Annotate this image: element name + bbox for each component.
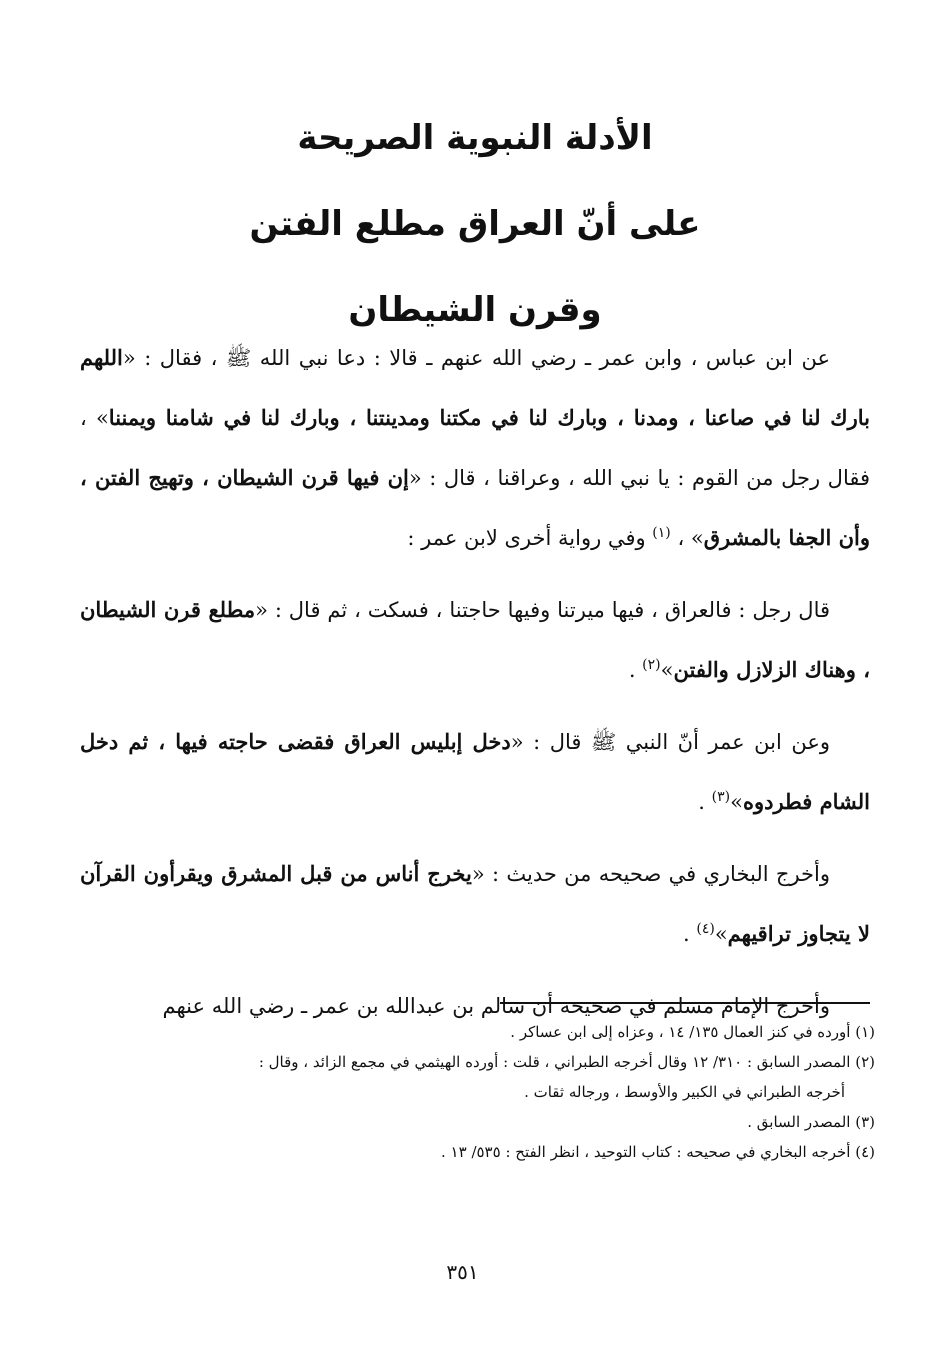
paragraph-3 [80,712,870,832]
paragraph-1-text-c: » ، [677,526,704,550]
footnote-2: (٢) المصدر السابق : ٣١٠/ ١٢ وقال أخرجه الطبراني ، قلت : أورده الهيثمي في مجمع الزائد ، وقال : [258,1053,875,1071]
footnote-ref-1: (١) [652,525,671,541]
title-line-2: على أنّ العراق مطلع الفتن [249,204,701,244]
paragraph-2-text-a: قال رجل : فالعراق ، فيها ميرتنا وفيها حاجتنا ، فسكت ، ثم قال : « [255,598,831,622]
paragraph-3-text-c: . [698,790,712,814]
paragraph-3-hadith: دخل إبليس العراق فقضى حاجته فيها ، ثم دخل الشام فطردوه [80,729,870,814]
footnote-4: (٤) أخرجه البخاري في صحيحه : كتاب التوحيد ، انظر الفتح : ٥٣٥/ ١٣ . [441,1143,875,1161]
footnote-2-continued: أخرجه الطبراني في الكبير والأوسط ، ورجاله ثقات . [524,1083,845,1101]
footnotes [75,1017,875,1167]
footnote-3: (٣) المصدر السابق . [747,1113,875,1131]
paragraph-5-text: وأخرج الإمام مسلم في صحيحه أن سالم بن عبدالله بن عمر ـ رضي الله عنهم [162,994,830,1018]
paragraph-1-hadith-b: إن فيها قرن الشيطان ، وتهيج الفتن ، وأن الجفا بالمشرق [80,465,870,550]
paragraph-4-text-b: » [714,922,728,946]
paragraph-1-text-a: عن ابن عباس ، وابن عمر ـ رضي الله عنهم ـ قالا : دعا نبي الله ﷺ ، فقال : « [122,346,830,370]
paragraph-3-text-b: » [730,790,743,814]
paragraph-2-text-c: . [628,658,643,682]
title-line-1: الأدلة النبوية الصريحة [297,118,653,158]
chapter-title [80,95,870,353]
paragraph-4-hadith: يخرج أناس من قبل المشرق ويقرأون القرآن لا يتجاوز تراقيهم [80,861,870,946]
paragraph-4 [80,844,870,964]
paragraph-1-hadith-a: اللهم بارك لنا في صاعنا ، ومدنا ، وبارك لنا في مكتنا ومدينتنا ، وبارك لنا في شامنا ويمننا [80,345,870,430]
paragraph-1 [80,328,870,568]
paragraph-1-text-b: » ، فقال رجل من القوم : يا نبي الله ، وعراقنا ، قال : « [80,406,871,490]
paragraph-1-text-d: وفي رواية أخرى لابن عمر : [407,526,653,550]
page-number: ٣٥١ [446,1260,479,1284]
paragraph-2-hadith: مطلع قرن الشيطان ، وهناك الزلازل والفتن [80,597,870,682]
title-line-3: وقرن الشيطان [348,290,602,330]
footnote-1: (١) أورده في كنز العمال ١٣٥/ ١٤ ، وعزاه إلى ابن عساكر . [510,1023,875,1041]
footnote-ref-4: (٤) [696,921,715,937]
paragraph-4-text-c: . [682,922,697,946]
paragraph-2 [80,580,870,700]
footnote-ref-3: (٣) [711,789,731,805]
paragraph-3-text-a: وعن ابن عمر أنّ النبي ﷺ قال : « [510,730,830,754]
paragraph-4-text-a: وأخرج البخاري في صحيحه من حديث : « [471,862,830,886]
main-text [80,328,870,1048]
footnote-ref-2: (٢) [642,657,661,673]
footnote-divider [500,1002,870,1004]
paragraph-2-text-b: » [660,658,674,682]
